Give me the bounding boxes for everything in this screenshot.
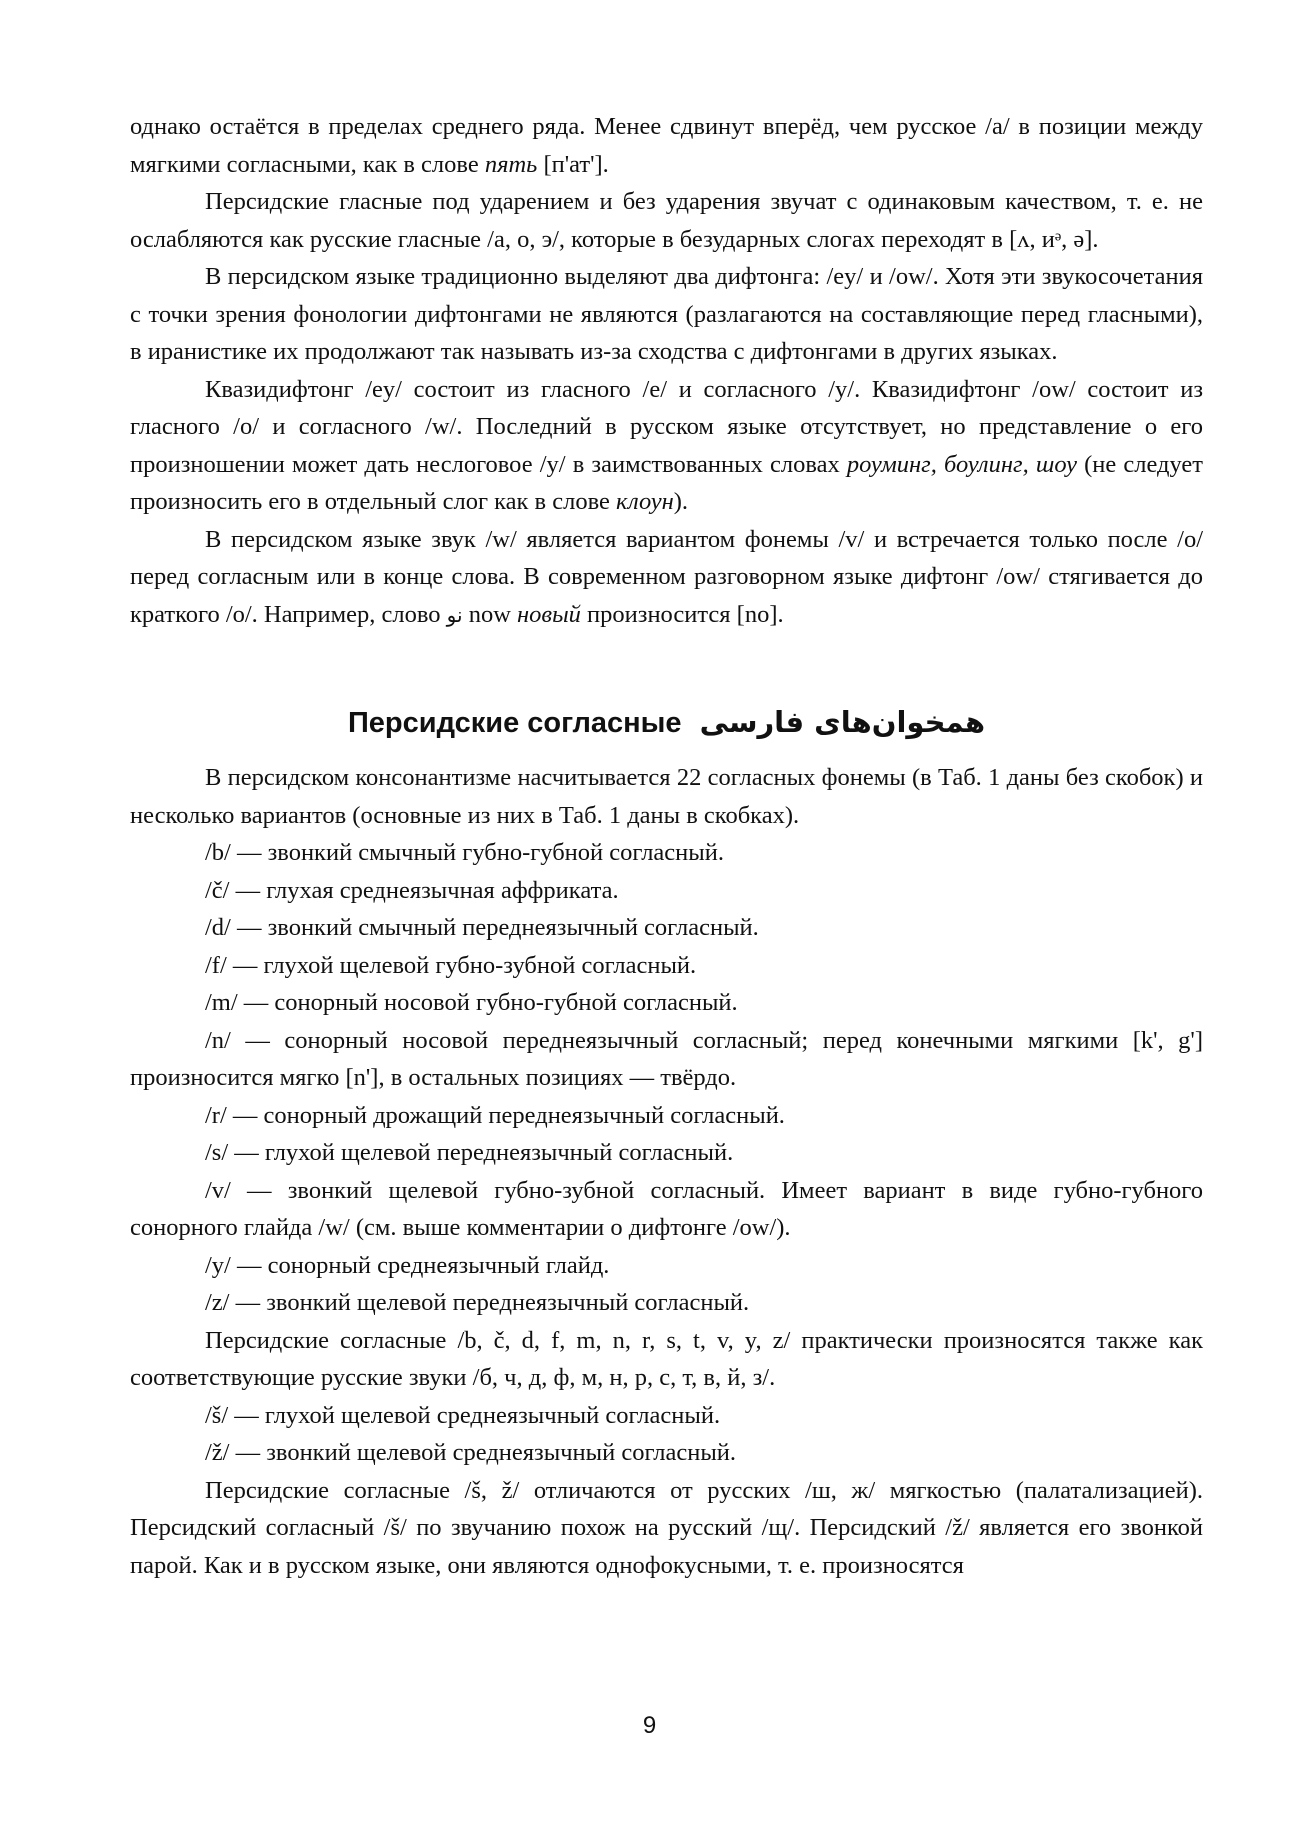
paragraph <box>130 1434 1203 1472</box>
text-run: (не следует произносить его в отдельный слог как в слове <box>130 450 1203 515</box>
paragraph <box>130 371 1203 521</box>
text-run: now <box>462 600 518 628</box>
text-run: /z/ — звонкий щелевой переднеязычный согласный. <box>205 1289 750 1316</box>
paragraph <box>130 521 1203 635</box>
page-number: 9 <box>642 1712 657 1739</box>
section-heading <box>130 702 1203 743</box>
text-run: /s/ — глухой щелевой переднеязычный согласный. <box>205 1139 734 1166</box>
text-run: В персидском языке традиционно выделяют два дифтонга: /ey/ и /ow/. Хотя эти звукосочетания с точки зрения фонологии дифтонгами не являются (разлагаются на составляющие перед гласными), в иранистике их продолжают так называть из-за сходства с дифтонгами в других языках. <box>130 263 1203 365</box>
paragraph <box>130 872 1203 910</box>
text-run: /v/ — звонкий щелевой губно-зубной согласный. Имеет вариант в виде губно-губного сонорного глайда /w/ (см. выше комментарии о дифтонге /ow/). <box>130 1176 1203 1241</box>
paragraph <box>130 834 1203 872</box>
italic-text: клоун <box>616 488 674 515</box>
paragraph <box>130 1022 1203 1097</box>
text-run: /ž/ — звонкий щелевой среднеязычный согласный. <box>205 1439 737 1466</box>
persian-word: نو <box>446 602 463 627</box>
text-run: однако остаётся в пределах среднего ряда. Менее сдвинут вперёд, чем русское /а/ в позиции между мягкими согласными, как в слове <box>130 113 1203 178</box>
text-run: ). <box>673 488 689 515</box>
paragraph <box>130 1472 1203 1585</box>
text-run: Персидские гласные под ударением и без ударения звучат с одинаковым качеством, т. е. не ослабляются как русские гласные /а, о, э/, которые в безударных слогах переходят в [ʌ, иᵊ, ə]. <box>130 188 1203 253</box>
text-run: [п'ат']. <box>537 150 609 178</box>
italic-text: пять <box>484 150 538 178</box>
paragraph <box>130 1097 1203 1135</box>
consonants-section <box>130 759 1203 1584</box>
text-run: Персидские согласные /b, č, d, f, m, n, r, s, t, v, y, z/ практически произносятся также как соответствующие русские звуки /б, ч, д, ф, м, н, р, с, т, в, й, з/. <box>130 1326 1203 1391</box>
text-run: /f/ — глухой щелевой губно-зубной согласный. <box>205 951 697 979</box>
paragraph <box>130 984 1203 1022</box>
paragraph <box>130 1134 1203 1172</box>
italic-text: новый <box>517 600 581 628</box>
text-run: произносится [no]. <box>580 600 784 628</box>
text-run: /m/ — сонорный носовой губно-губной согласный. <box>205 989 738 1016</box>
paragraph <box>130 108 1203 183</box>
vowels-section <box>130 108 1203 634</box>
text-run: Квазидифтонг /ey/ состоит из гласного /e/ и согласного /y/. Квазидифтонг /ow/ состоит из гласного /o/ и согласного /w/. Последний в русском языке отсутствует, но представление о его произношении может дать неслоговое /у/ в заимствованных словах <box>130 375 1203 478</box>
paragraph <box>130 1284 1203 1322</box>
text-run: /d/ — звонкий смычный переднеязычный согласный. <box>205 914 759 941</box>
paragraph <box>130 1247 1203 1285</box>
text-run: /b/ — звонкий смычный губно-губной согласный. <box>205 839 724 866</box>
section-heading-fa: همخوان‌های فارسی <box>699 705 986 739</box>
text-run: /n/ — сонорный носовой переднеязычный согласный; перед конечными мягкими [k', g'] произносится мягко [n'], в остальных позициях — твёрдо. <box>130 1026 1203 1091</box>
section-heading-ru: Персидские согласные <box>347 707 682 739</box>
paragraph <box>130 1322 1203 1397</box>
document-page <box>130 108 1203 1584</box>
paragraph <box>130 1397 1203 1435</box>
text-run: Персидские согласные /š, ž/ отличаются от русских /ш, ж/ мягкостью (палатализацией). Персидский согласный /š/ по звучанию похож на русский /щ/. Персидский /ž/ является его звонкой парой. Как и в русском языке, они являются однофокусными, т. е. произносятся <box>130 1476 1203 1579</box>
paragraph <box>130 1172 1203 1247</box>
paragraph <box>130 183 1203 258</box>
paragraph <box>130 909 1203 947</box>
text-run: В персидском консонантизме насчитывается 22 согласных фонемы (в Таб. 1 даны без скобок) и несколько вариантов (основные из них в Таб. 1 даны в скобках). <box>130 764 1203 829</box>
text-run: /š/ — глухой щелевой среднеязычный согласный. <box>205 1401 721 1429</box>
italic-text: роуминг, боулинг, шоу <box>846 450 1077 478</box>
paragraph <box>130 759 1203 834</box>
text-run: /č/ — глухая среднеязычная аффриката. <box>205 876 619 904</box>
paragraph <box>130 258 1203 371</box>
paragraph <box>130 947 1203 985</box>
text-run: /y/ — сонорный среднеязычный глайд. <box>205 1251 610 1279</box>
text-run: /r/ — сонорный дрожащий переднеязычный согласный. <box>205 1101 785 1129</box>
text-run: В персидском языке звук /w/ является вариантом фонемы /v/ и встречается только после /o/ перед согласным или в конце слова. В современном разговорном языке дифтонг /ow/ стягивается до краткого /o/. Например, слово <box>130 525 1203 628</box>
